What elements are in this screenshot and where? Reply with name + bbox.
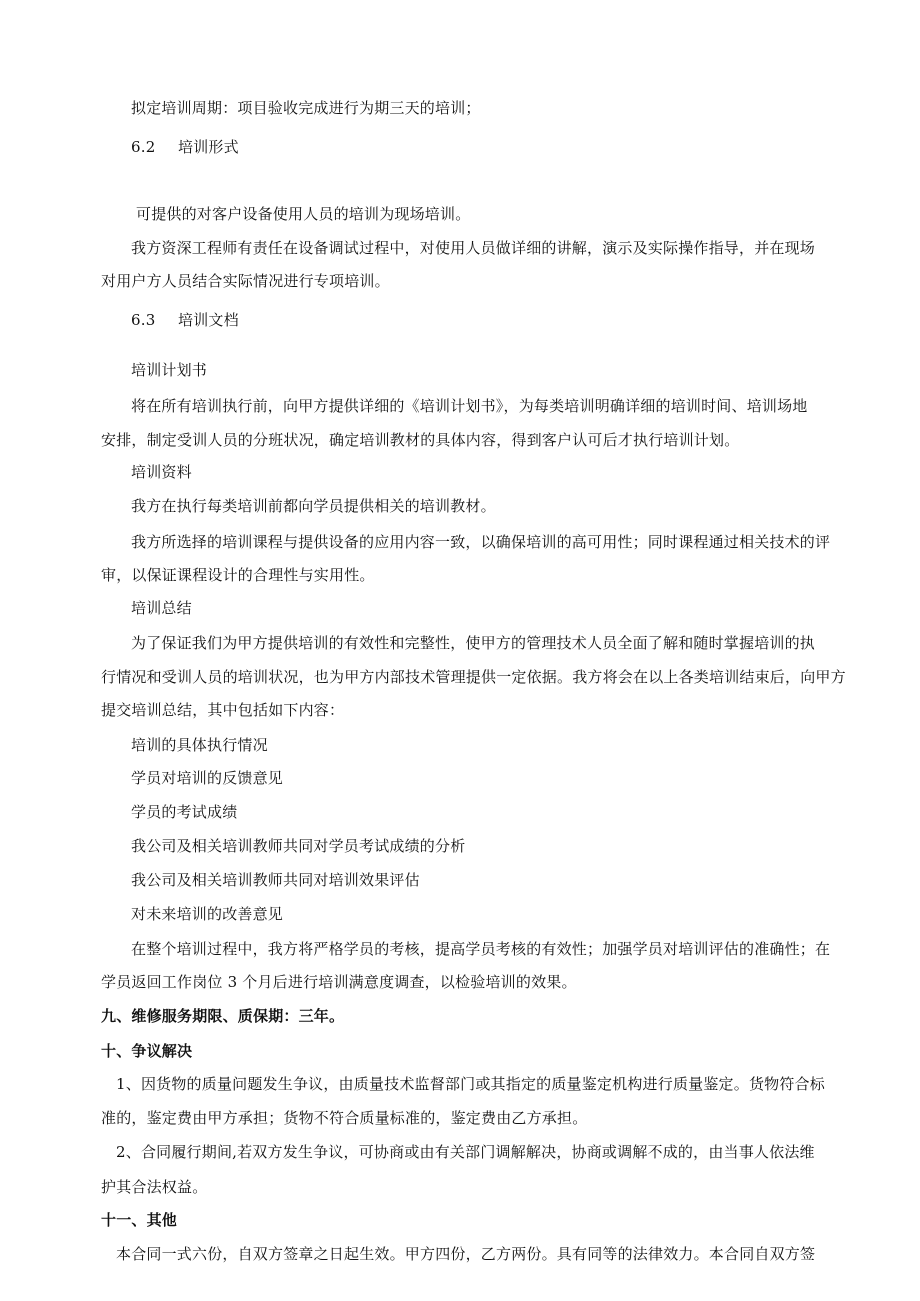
summary-list-item: 学员对培训的反馈意见 xyxy=(131,769,284,787)
subsection-6-3-heading xyxy=(131,310,239,330)
other-paragraph-line-1: 本合同一式六份，自双方签章之日起生效。甲方四份，乙方两份。具有同等的法律效力。本合同自双方签 xyxy=(116,1245,816,1263)
material-heading: 培训资料 xyxy=(131,463,192,481)
dispute-paragraph-2-line-2: 护其合法权益。 xyxy=(101,1178,208,1196)
dispute-paragraph-2-line-1: 2、合同履行期间,若双方发生争议，可协商或由有关部门调解解决，协商或调解不成的，由当事人依法维 xyxy=(116,1143,815,1161)
training-form-paragraph-2-line-2: 对用户方人员结合实际情况进行专项培训。 xyxy=(101,272,390,290)
section-9-heading: 九、维修服务期限、质保期：三年。 xyxy=(101,1007,345,1025)
subsection-number: 6.2 xyxy=(131,138,156,156)
summary-paragraph-line-3: 提交培训总结，其中包括如下内容： xyxy=(101,701,345,719)
training-form-paragraph-1: 可提供的对客户设备使用人员的培训为现场培训。 xyxy=(136,205,471,223)
plan-paragraph-line-2: 安排，制定受训人员的分班状况，确定培训教材的具体内容，得到客户认可后才执行培训计划。 xyxy=(101,431,740,449)
summary-heading: 培训总结 xyxy=(131,599,192,617)
summary-paragraph-line-2: 行情况和受训人员的培训状况，也为甲方内部技术管理提供一定依据。我方将会在以上各类培训结束后，向甲方 xyxy=(101,668,846,686)
closing-paragraph-line-2: 学员返回工作岗位 3 个月后进行培训满意度调查，以检验培训的效果。 xyxy=(101,973,577,991)
summary-list-item: 培训的具体执行情况 xyxy=(131,736,268,754)
material-paragraph-1: 我方在执行每类培训前都向学员提供相关的培训教材。 xyxy=(131,497,496,515)
training-period-line: 拟定培训周期：项目验收完成进行为期三天的培训； xyxy=(131,99,481,117)
summary-list-item: 对未来培训的改善意见 xyxy=(131,905,284,923)
summary-paragraph-line-1: 为了保证我们为甲方提供培训的有效性和完整性，使甲方的管理技术人员全面了解和随时掌握培训的执 xyxy=(131,634,816,652)
training-form-paragraph-2-line-1: 我方资深工程师有责任在设备调试过程中，对使用人员做详细的讲解，演示及实际操作指导，并在现场 xyxy=(131,239,816,257)
subsection-title: 培训文档 xyxy=(178,311,239,329)
closing-paragraph-line-1: 在整个培训过程中，我方将严格学员的考核，提高学员考核的有效性；加强学员对培训评估的准确性；在 xyxy=(131,940,831,958)
section-10-heading: 十、争议解决 xyxy=(101,1042,193,1060)
plan-heading: 培训计划书 xyxy=(131,361,208,379)
material-paragraph-2-line-1: 我方所选择的培训课程与提供设备的应用内容一致，以确保培训的高可用性；同时课程通过相关技术的评 xyxy=(131,533,831,551)
dispute-paragraph-1-line-2: 准的，鉴定费由甲方承担；货物不符合质量标准的，鉴定费由乙方承担。 xyxy=(101,1109,588,1127)
summary-list-item: 我公司及相关培训教师共同对培训效果评估 xyxy=(131,871,420,889)
summary-list-item: 学员的考试成绩 xyxy=(131,803,238,821)
plan-paragraph-line-1: 将在所有培训执行前，向甲方提供详细的《培训计划书》，为每类培训明确详细的培训时间、培训场地 xyxy=(131,397,808,415)
section-11-heading: 十一、其他 xyxy=(101,1211,178,1229)
summary-list-item: 我公司及相关培训教师共同对学员考试成绩的分析 xyxy=(131,837,466,855)
dispute-paragraph-1-line-1: 1、因货物的质量问题发生争议，由质量技术监督部门或其指定的质量鉴定机构进行质量鉴定。货物符合标 xyxy=(116,1075,825,1093)
subsection-6-2-heading xyxy=(131,137,239,157)
subsection-number: 6.3 xyxy=(131,311,156,329)
material-paragraph-2-line-2: 审，以保证课程设计的合理性与实用性。 xyxy=(101,566,375,584)
subsection-title: 培训形式 xyxy=(178,138,239,156)
